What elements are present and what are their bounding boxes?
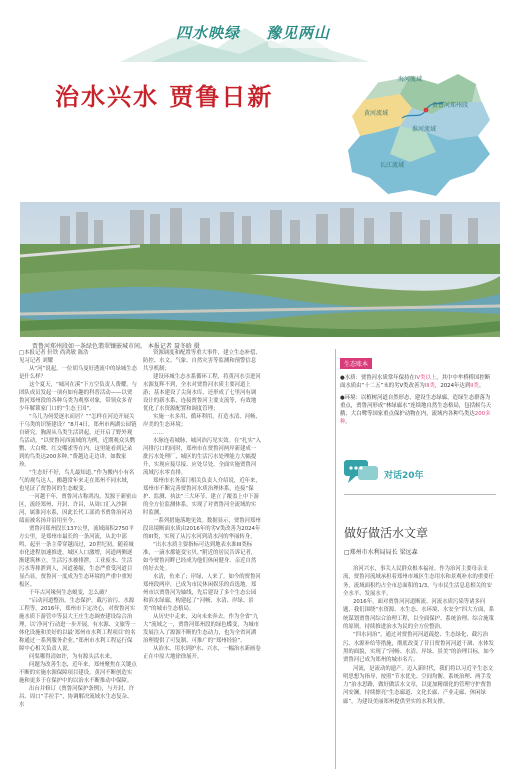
eco-ledger-box	[340, 351, 495, 426]
paragraph: 一系列措施落地见效。数据显示，贾鲁河郑州段出境断面水质由2016年的劣V类改善为2024年的III类，实现了从污水河到清水河的华丽转身。	[143, 518, 261, 540]
paragraph: 治河兴水，事关人民群众根本福祉。作为治河主要母亲支流，贾鲁河流域承担着郑州市城区生态用水和景观补水的重要任务，流域面积约占全市总面积的1/3，与市民生活息息相关的安全水平、发展水平。	[343, 566, 494, 597]
river-photo	[20, 202, 500, 337]
article-column-2	[143, 349, 261, 769]
paragraph: 河流，是流动的遗产。迈入新时代，我们将以习近平生态文明思想为指导，按照“节水优先、空间均衡、系统治理、两手发力”治水思路，做好做活水文章，以更加精细化的管理守护贾鲁河安澜，持续擦亮“生态廊道、文化长廊、产业走廊、休闲绿廊”，为建设美丽郑州提供坚实的水利支撑。	[343, 665, 494, 705]
paragraph: “乌儿为何爱逐水而居？”“怎样在河边开展关于乌类的识鉴建设？”8月4日，郑州市两湖公园链自研究，胸渥从乌类生活讲起，还开启了野外观鸟活动，“以贾鲁河西流域的为例，近期观众头鹦鹦、大白鹭、红交嘴雀等在内，这里能看到记录到的鸟类达200多种。”费越边走边讲，如数家珍。	[19, 414, 137, 468]
paragraph: 水脉连着城脉，城河治污见实效。在“扎实”入河排污口的同时，郑州市在贾鲁河两岸新建成一批污水处理厂，城区的生活污水处理能力大幅提升，实现应接尽接、应处尽处，全面实施贾鲁河流域污水零直排。	[143, 438, 261, 476]
paragraph: 实施一水多用、循环利用，打造水清、河畅、岸美的生态环境；	[143, 414, 261, 428]
dialog-label: 对话20年	[384, 471, 424, 481]
paragraph: ……	[153, 430, 164, 436]
map-label-yangtze: 长江流域	[380, 162, 405, 169]
paragraph: 郑州市水务部门相关负责人介绍说，近年来，郑州市不断完善贾鲁河水质治理体系，连接“保护、监测、执法”三大环节，建立了覆盖上中下游的全方位监测体系，实现了对贾鲁河全流域的实时监测。	[143, 478, 261, 516]
map-label-jialu: 贾鲁河郑州段	[432, 102, 469, 109]
eco-ledger-tag: 生态账本	[340, 358, 372, 369]
paragraph: 问渠哪得清如许，为有源头活水来。	[29, 654, 116, 660]
dialog-header	[342, 456, 502, 486]
paragraph: 建设环城生态水系循环工程，将黄河水引进河水源复辉不到，全水对贾鲁河水质主要河道上游；基本建设了尖岗水库，还形成了七里河有调设计的新水系，连接贾鲁河主要支流等，有效地优化了水资源配置和调度管理；	[143, 374, 261, 412]
section-banner	[0, 0, 506, 62]
map-label-yellow: 黄河流域	[364, 110, 389, 117]
dialog-divider	[344, 494, 496, 495]
water-quality-note: ●水质：贾鲁河水质常年保持在IV类以上，其中中牟桥桥国控断面水质由“十二五”末的劣V类改善为III类，2024年达到II类。	[340, 375, 491, 389]
paragraph: 从历史中走来，又向未来奔去。作为全省“九大”流域之一，贾鲁河郑州段的绿色蝶变，为城市发展注入了源源不断的生态动力，也为全省河湖治理提供了可复制、可推广的“郑州经验”。	[143, 614, 259, 644]
paragraph: “四水同治”，通过对贾鲁河河道疏挖、生态绿化、截污治污、水源补给等措施，彻底改变了昔日贾鲁河河道干涸、水体发黑的面貌，实现了“河畅、水清、岸绿、景美”的治理目标，如今贾鲁河已成为郑州的城市名片。	[343, 632, 495, 664]
page-headline: 治水兴水 贾鲁日新	[55, 83, 274, 111]
essay-title: 做好做活水文章	[344, 526, 429, 540]
paragraph: 从“河”说起，一位胡乌曼好透流中的绿城生态是什么样？	[19, 366, 137, 380]
map-label-huai: 淮河流域	[412, 126, 437, 133]
banner-title	[0, 22, 506, 43]
paragraph: “生态好不好，鸟儿最知道。”作为搬内小有名气的观鸟达人，搬越常年来走在郑州不同水域，也见证了贾鲁河的生态蜕变。	[19, 470, 135, 492]
banner-title-left: 四水映绿	[175, 24, 240, 42]
paragraph: 出台并修订《贾鲁河保护条例》，与开封、许昌、周口“手拉手”，协调解决流域水生态复杂、水	[19, 686, 135, 708]
essay-body	[343, 565, 496, 765]
paragraph: 千年古河缘何生态蜕变，怎么破？	[29, 590, 110, 596]
river-photo-graphic	[20, 202, 500, 337]
banner-title-right: 豫见两山	[266, 24, 331, 42]
photo-caption: 贾鲁河郑州段如一条绿色翡翠镶嵌城市间。 本报记者 聂冬晗 摄	[32, 343, 200, 350]
paragraph: 这个夏天，“城河在溪”下方空负责人费耀，与团队成员发起一项有如有趣的科普活动——以贾鲁河郑州段的各种乌类为观察对象，带领众多青少年解锁家门口的“生态王国”。	[19, 382, 137, 412]
paragraph: 从治水、用水到护水、兴水，一幅治水新画卷正在中原大地徐徐展开。	[143, 646, 261, 660]
paragraph: 一河越千年，贾鲁河古称鸿沟，发源于新密山区，流经郑州、开封、许昌，从周口汇入沙颍河，属淮河水系，因此长代工部尚书贾鲁治河功绩而被名扬并沿用至今。	[19, 494, 137, 524]
paragraph: 水清，鱼来了；岸绿，人来了。如今的贾鲁河郑州段两岸，已成为市民休闲娱乐的首选地。郑州市以贾鲁河为轴线，先后建设了多个生态公园和滨水绿廊，构建起了“河畅、水清、岸绿、景美”的城市生态格局。	[143, 574, 261, 612]
paragraph: 贾鲁河郑州段长137公里，流域面积2750平方公里，是郑州市最长的一条河流，从北中部鸣、起至一条主带穿越而过，20世纪初，随着城市化进程加速推进，城区人口激增，河道两侧逐渐建筑林立，生活污水被排泄，工业废水、生活污水等排泄到人，河道萎缩，生态严重受河道目显凸显，贾鲁河一度成为生态环境的严重中重短板区。	[19, 526, 134, 588]
map-label-hai: 海河流域	[398, 76, 423, 83]
environment-note: ●环境：以植树河道自然形态，建设生态绿廊，造绿生态群落为重点，贾鲁河形成“林绿廊水”连续地自然生态格局，包括候鸟天鹅、大白鹭等国家重点保护动物在内，流域内各种鸟类达200多种。	[340, 395, 492, 425]
essay-byline: □郑州市水利局局长 梁远森	[344, 549, 418, 556]
column-divider	[335, 349, 336, 769]
article-byline-2: 见习记者 刘耀	[19, 358, 54, 364]
paragraph: “启动河道整治，生态保护，截污治污、水源工程等，2016年，郑州市下定决心，对贾鲁河实施水质下游管中等县大王庄生态调查建设综合治理，以‘净河’行动进一步开展，有水源、文旅等一体化设施和美好的以最‘郑州市水利工程项目’的名称通过一系列服务企业。”郑州市水利工程运行保障中心相关负责人说。	[19, 598, 136, 652]
paragraph: 2016年，面对贾鲁河河道断流、河流水质污染等诸多问题，我们围绕“水资源、水生态、水环境、水安全”四大方面，系统谋划贾鲁河综合治理工程，以全面保护、系统治理、综合施策的原则，持续推进治水为民的全方位整治。	[343, 599, 495, 631]
article-byline: □本报记者 轩铁 尚鸿敏 陈浩	[19, 350, 89, 356]
paragraph: “出水水质主要指标可达到地表水准III类标准，一滴水都能变宝贝。”附近的居民告诉记者，如今贾鲁河畔已经成为他们休闲健身、亲近自然的好去处。	[143, 542, 257, 572]
henan-map	[340, 62, 500, 202]
article-column-1	[19, 349, 137, 769]
paragraph: 问题为改善生态，近年来，郑州聚焦在关键点不断的实施水源保障项目建设，黄河不断创造实施和更多于在保护中的以治水不断推动中保障。	[19, 662, 137, 684]
speech-bubble-icon	[342, 456, 382, 486]
paragraph: 资源调度和配置等重大事件，建立生态补偿、防控、水文、气象、自然灾害等监测和预警信息共享机制；	[143, 350, 261, 372]
